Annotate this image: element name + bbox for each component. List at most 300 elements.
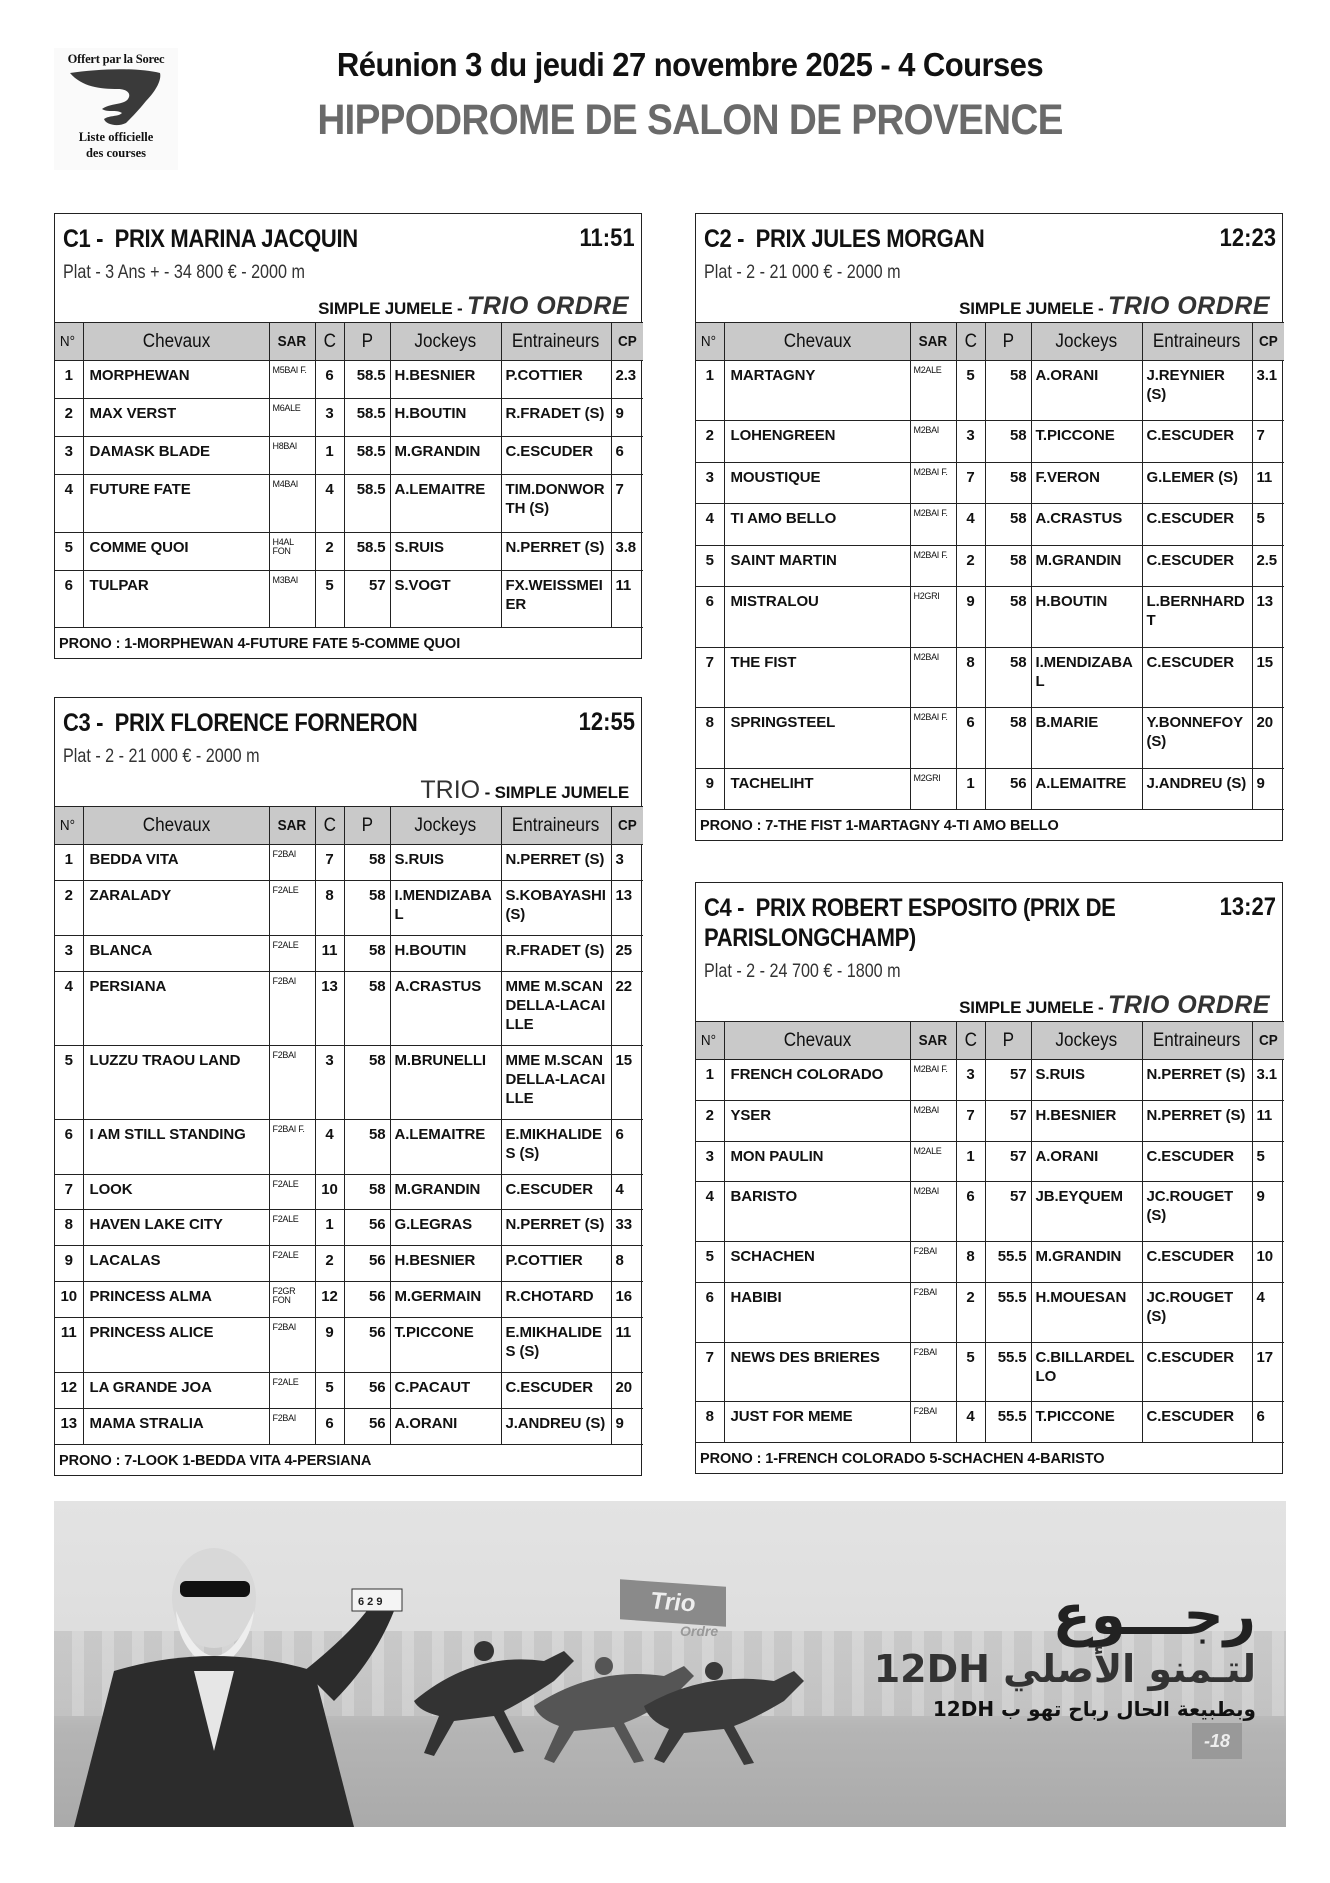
sex-age-coat: F2ALE [269,880,315,935]
runner-row[interactable] [696,1402,1284,1443]
banner-headline: رجـــوع [1052,1583,1256,1648]
jockey: M.GRANDIN [1031,545,1142,586]
draw: 1 [315,437,344,475]
odds: 15 [1252,647,1284,707]
odds: 11 [1252,1100,1284,1141]
horse-name: LA GRANDE JOA [83,1373,269,1409]
column-header-jockey: Jockeys [1031,1022,1142,1060]
jockey: H.BOUTIN [390,399,501,437]
runner-row[interactable] [55,971,643,1045]
draw: 2 [956,545,985,586]
runner-number: 10 [55,1282,83,1318]
runner-number: 2 [696,1100,724,1141]
race-code: C3 - [63,709,104,737]
race-title [63,698,556,738]
race-code: C2 - [704,225,745,253]
meeting-title: Réunion 3 du jeudi 27 novembre 2025 - 4 Courses [336,46,1044,83]
runner-number: 6 [696,587,724,647]
runner-row[interactable] [55,361,643,399]
runner-number: 7 [55,1174,83,1210]
jockey: H.MOUESAN [1031,1282,1142,1342]
draw: 4 [956,504,985,545]
odds: 6 [1252,1402,1284,1443]
odds: 11 [611,570,643,627]
weight: 58 [985,504,1031,545]
trainer: P.COTTIER [501,361,611,399]
draw: 9 [956,587,985,647]
column-header-trainer: Entraineurs [1142,1022,1252,1060]
weight: 57 [985,1060,1031,1101]
weight: 58 [985,545,1031,586]
sex-age-coat: F2BAI [269,1045,315,1119]
draw: 1 [956,1141,985,1182]
runner-number: 1 [696,1060,724,1101]
draw: 4 [315,1119,344,1174]
runner-row[interactable] [696,1141,1284,1182]
jockey: I.MENDIZABAL [1031,647,1142,707]
jockey: H.BOUTIN [1031,587,1142,647]
runner-number: 6 [696,1282,724,1342]
horse-name: MISTRALOU [724,587,910,647]
sex-age-coat: F2BAI [910,1282,956,1342]
runner-row[interactable] [55,1318,643,1373]
table-header-row [696,323,1284,361]
draw: 8 [956,647,985,707]
horse-name: ZARALADY [83,880,269,935]
odds: 5 [1252,1141,1284,1182]
trainer: JC.ROUGET (S) [1142,1282,1252,1342]
weight: 57 [344,570,390,627]
bet-type-trio-ordre: TRIO ORDRE [467,292,629,320]
sex-age-coat: M5BAI F. [269,361,315,399]
race-code: C1 - [63,225,104,253]
table-header-row [55,323,643,361]
sex-age-coat: M2BAI [910,1182,956,1242]
column-header-n: N° [55,807,83,845]
draw: 10 [315,1174,344,1210]
trainer: C.ESCUDER [501,1174,611,1210]
sex-age-coat: M2BAI F. [910,504,956,545]
odds: 7 [1252,421,1284,462]
trainer: C.ESCUDER [1142,1402,1252,1443]
runner-number: 2 [55,880,83,935]
draw: 5 [956,1342,985,1402]
odds: 4 [1252,1282,1284,1342]
odds: 8 [611,1246,643,1282]
table-header-row [696,1022,1284,1060]
runner-row[interactable] [55,1210,643,1246]
odds: 16 [611,1282,643,1318]
sex-age-coat: H2GRI [910,587,956,647]
sex-age-coat: M2BAI F. [910,462,956,503]
jockey: A.LEMAITRE [390,475,501,532]
horse-name: SAINT MARTIN [724,545,910,586]
trainer: R.FRADET (S) [501,935,611,971]
sorec-logo [54,48,178,170]
runner-row[interactable] [696,421,1284,462]
race-card-c2 [695,213,1283,841]
runner-row[interactable] [696,708,1284,768]
runner-number: 6 [55,1119,83,1174]
horse-name: HAVEN LAKE CITY [83,1210,269,1246]
trainer: N.PERRET (S) [501,532,611,570]
age-restriction-badge: -18 [1192,1723,1242,1759]
horse-name: FRENCH COLORADO [724,1060,910,1101]
column-header-horse: Chevaux [83,807,269,845]
bet-types-line [704,292,1274,322]
weight: 58 [985,647,1031,707]
jockey: S.VOGT [390,570,501,627]
runner-number: 5 [55,532,83,570]
sex-age-coat: M3BAI [269,570,315,627]
trainer: R.CHOTARD [501,1282,611,1318]
runners-table [55,322,643,628]
draw: 9 [315,1318,344,1373]
odds: 6 [611,1119,643,1174]
weight: 56 [344,1409,390,1445]
draw: 6 [315,361,344,399]
race-card-c1 [54,213,642,659]
weight: 58 [985,587,1031,647]
sex-age-coat: F2BAI [269,971,315,1045]
runner-number: 4 [696,1182,724,1242]
sex-age-coat: F2ALE [269,1246,315,1282]
jockey: I.MENDIZABAL [390,880,501,935]
jockey: M.GERMAIN [390,1282,501,1318]
runner-number: 3 [696,462,724,503]
trainer: C.ESCUDER [1142,545,1252,586]
prono-line: PRONO : 7-THE FIST 1-MARTAGNY 4-TI AMO BELLO [700,817,1059,834]
runner-row[interactable] [696,768,1284,809]
horse-name: MOUSTIQUE [724,462,910,503]
jockey: A.LEMAITRE [1031,768,1142,809]
jockey: S.RUIS [390,532,501,570]
weight: 58.5 [344,475,390,532]
trainer: L.BERNHARDT [1142,587,1252,647]
odds: 2.5 [1252,545,1284,586]
sex-age-coat: M2BAI [910,1100,956,1141]
trainer: FX.WEISSMEIER [501,570,611,627]
runner-row[interactable] [55,399,643,437]
runner-number: 13 [55,1409,83,1445]
runner-number: 9 [55,1246,83,1282]
horse-name: LACALAS [83,1246,269,1282]
race-name: PRIX JULES MORGAN [755,225,985,253]
runner-row[interactable] [696,587,1284,647]
sex-age-coat: M2ALE [910,1141,956,1182]
jockey: T.PICCONE [390,1318,501,1373]
trainer: C.ESCUDER [1142,504,1252,545]
runner-number: 7 [696,647,724,707]
horse-name: DAMASK BLADE [83,437,269,475]
trio-ordre-ad-banner [54,1501,1286,1827]
horse-name: BLANCA [83,935,269,971]
odds: 15 [611,1045,643,1119]
runner-row[interactable] [696,361,1284,421]
runner-row[interactable] [55,570,643,627]
column-header-trainer: Entraineurs [501,807,611,845]
runner-row[interactable] [55,532,643,570]
odds: 10 [1252,1242,1284,1283]
draw: 3 [315,399,344,437]
race-time: 12:23 [1219,224,1276,252]
race-time: 12:55 [578,708,635,736]
sex-age-coat: M2ALE [910,361,956,421]
banner-subline: وبطبيعة الحال رباح تهو ب 12DH [932,1697,1256,1721]
column-header-p: P [344,323,390,361]
column-header-c: C [956,1022,985,1060]
odds: 13 [1252,587,1284,647]
sex-age-coat: M2BAI F. [910,708,956,768]
trainer: TIM.DONWORTH (S) [501,475,611,532]
trainer: E.MIKHALIDES (S) [501,1119,611,1174]
trainer: R.FRADET (S) [501,399,611,437]
odds: 2.3 [611,361,643,399]
race-card-c3 [54,697,642,1476]
sex-age-coat: M2BAI [910,421,956,462]
horse-name: TACHELIHT [724,768,910,809]
horse-name: MORPHEWAN [83,361,269,399]
weight: 58.5 [344,361,390,399]
odds: 20 [1252,708,1284,768]
weight: 58 [985,462,1031,503]
column-header-p: P [985,1022,1031,1060]
runner-number: 6 [55,570,83,627]
weight: 58 [985,421,1031,462]
jockey: A.CRASTUS [390,971,501,1045]
trainer: MME M.SCANDELLA-LACAILLE [501,1045,611,1119]
trainer: C.ESCUDER [1142,1342,1252,1402]
horse-name: MAMA STRALIA [83,1409,269,1445]
runner-number: 11 [55,1318,83,1373]
horse-name: SPRINGSTEEL [724,708,910,768]
runner-number: 4 [55,475,83,532]
column-header-n: N° [696,1022,724,1060]
trainer: N.PERRET (S) [501,845,611,881]
runner-number: 1 [55,361,83,399]
draw: 11 [315,935,344,971]
odds: 13 [611,880,643,935]
draw: 1 [315,1210,344,1246]
ticket-digits: 6 2 9 [358,1596,383,1608]
horse-name: PRINCESS ALICE [83,1318,269,1373]
draw: 2 [315,532,344,570]
runner-row[interactable] [55,935,643,971]
draw: 3 [956,1060,985,1101]
trainer: N.PERRET (S) [1142,1100,1252,1141]
weight: 57 [985,1182,1031,1242]
draw: 3 [315,1045,344,1119]
draw: 13 [315,971,344,1045]
jockey: S.RUIS [1031,1060,1142,1101]
odds: 3.8 [611,532,643,570]
jockey: A.CRASTUS [1031,504,1142,545]
trainer: MME M.SCANDELLA-LACAILLE [501,971,611,1045]
weight: 56 [344,1318,390,1373]
runner-row[interactable] [696,647,1284,707]
weight: 56 [344,1373,390,1409]
runner-row[interactable] [55,1409,643,1445]
bet-type-trio-ordre: TRIO ORDRE [1108,292,1270,320]
draw: 4 [956,1402,985,1443]
horse-name: LUZZU TRAOU LAND [83,1045,269,1119]
trainer: P.COTTIER [501,1246,611,1282]
draw: 7 [956,1100,985,1141]
runner-row[interactable] [55,1246,643,1282]
draw: 7 [956,462,985,503]
weight: 55.5 [985,1242,1031,1283]
runner-number: 1 [55,845,83,881]
horse-name: COMME QUOI [83,532,269,570]
horse-name: SCHACHEN [724,1242,910,1283]
runner-row[interactable] [696,1182,1284,1242]
jockey: C.PACAUT [390,1373,501,1409]
runner-row[interactable] [55,1282,643,1318]
trainer: C.ESCUDER [1142,647,1252,707]
runner-number: 3 [55,437,83,475]
weight: 55.5 [985,1342,1031,1402]
runner-row[interactable] [696,1342,1284,1402]
odds: 11 [1252,462,1284,503]
draw: 1 [956,768,985,809]
logo-bottom-line1: Liste officielle [78,130,154,144]
jockey: H.BESNIER [1031,1100,1142,1141]
runner-number: 5 [696,1242,724,1283]
runner-number: 4 [696,504,724,545]
odds: 25 [611,935,643,971]
odds: 9 [1252,768,1284,809]
column-header-cp: CP [1252,1022,1284,1060]
trainer: JC.ROUGET (S) [1142,1182,1252,1242]
runner-number: 4 [55,971,83,1045]
sex-age-coat: F2BAI [269,1318,315,1373]
horse-name: JUST FOR MEME [724,1402,910,1443]
jockey: H.BESNIER [390,1246,501,1282]
runner-row[interactable] [55,845,643,881]
horse-name: BEDDA VITA [83,845,269,881]
odds: 17 [1252,1342,1284,1402]
runners-table [55,806,643,1445]
weight: 58 [344,880,390,935]
weight: 58 [344,845,390,881]
trainer: J.ANDREU (S) [1142,768,1252,809]
logo-bottom-line2: des courses [85,146,147,160]
runner-row[interactable] [55,880,643,935]
column-header-p: P [344,807,390,845]
race-conditions: Plat - 2 - 21 000 € - 2000 m [704,262,901,283]
draw: 4 [315,475,344,532]
trainer: S.KOBAYASHI (S) [501,880,611,935]
column-header-sar: SAR [910,323,956,361]
runner-number: 3 [55,935,83,971]
sex-age-coat: F2ALE [269,1174,315,1210]
prono-line: PRONO : 1-MORPHEWAN 4-FUTURE FATE 5-COMME QUOI [59,635,461,652]
sex-age-coat: F2BAI [910,1242,956,1283]
weight: 56 [344,1210,390,1246]
odds: 3.1 [1252,361,1284,421]
jockey: A.LEMAITRE [390,1119,501,1174]
runner-row[interactable] [55,1373,643,1409]
runner-row[interactable] [55,437,643,475]
jockey: A.ORANI [1031,361,1142,421]
weight: 58 [344,1045,390,1119]
runner-row[interactable] [696,504,1284,545]
trio-board: Trio [620,1579,726,1626]
runner-row[interactable] [55,1045,643,1119]
bet-types-line [63,292,633,322]
column-header-trainer: Entraineurs [1142,323,1252,361]
draw: 6 [956,1182,985,1242]
jockey: G.LEGRAS [390,1210,501,1246]
column-header-horse: Chevaux [83,323,269,361]
prono-line: PRONO : 1-FRENCH COLORADO 5-SCHACHEN 4-BARISTO [700,1451,1105,1467]
race-conditions: Plat - 2 - 24 700 € - 1800 m [704,961,901,982]
race-title [704,214,1197,254]
banner-price-line: لتـمنو الأصلي 12DH [873,1647,1256,1691]
bet-type-trio-ordre: TRIO ORDRE [1108,991,1270,1019]
sex-age-coat: M6ALE [269,399,315,437]
runner-row[interactable] [55,1119,643,1174]
trainer: J.REYNIER (S) [1142,361,1252,421]
column-header-n: N° [55,323,83,361]
odds: 9 [1252,1182,1284,1242]
race-code: C4 - [704,894,745,922]
runner-row[interactable] [696,1100,1284,1141]
jockey: M.GRANDIN [390,1174,501,1210]
logo-top-text: Offert par la Sorec [67,52,165,66]
trainer: C.ESCUDER [1142,421,1252,462]
trio-board-subtitle: Ordre [680,1623,719,1639]
runner-number: 5 [55,1045,83,1119]
odds: 5 [1252,504,1284,545]
jockey: H.BOUTIN [390,935,501,971]
runner-row[interactable] [696,1282,1284,1342]
sex-age-coat: F2ALE [269,1373,315,1409]
runner-row[interactable] [696,1242,1284,1283]
horse-name: FUTURE FATE [83,475,269,532]
weight: 58 [344,1174,390,1210]
draw: 8 [315,880,344,935]
weight: 57 [985,1100,1031,1141]
table-header-row [55,807,643,845]
runner-row[interactable] [696,545,1284,586]
sex-age-coat: H4AL FON [269,532,315,570]
odds: 4 [611,1174,643,1210]
runner-row[interactable] [55,1174,643,1210]
horse-name: TULPAR [83,570,269,627]
runner-row[interactable] [55,475,643,532]
runner-row[interactable] [696,1060,1284,1101]
draw: 2 [956,1282,985,1342]
runner-number: 5 [696,545,724,586]
jockey: B.MARIE [1031,708,1142,768]
runner-number: 8 [55,1210,83,1246]
runner-number: 3 [696,1141,724,1182]
runner-row[interactable] [696,462,1284,503]
weight: 55.5 [985,1402,1031,1443]
column-header-sar: SAR [269,323,315,361]
column-header-p: P [985,323,1031,361]
horse-name: I AM STILL STANDING [83,1119,269,1174]
column-header-c: C [956,323,985,361]
column-header-sar: SAR [910,1022,956,1060]
jockey: C.BILLARDELLO [1031,1342,1142,1402]
weight: 58 [344,971,390,1045]
weight: 55.5 [985,1282,1031,1342]
weight: 58.5 [344,437,390,475]
weight: 58 [985,708,1031,768]
column-header-c: C [315,807,344,845]
